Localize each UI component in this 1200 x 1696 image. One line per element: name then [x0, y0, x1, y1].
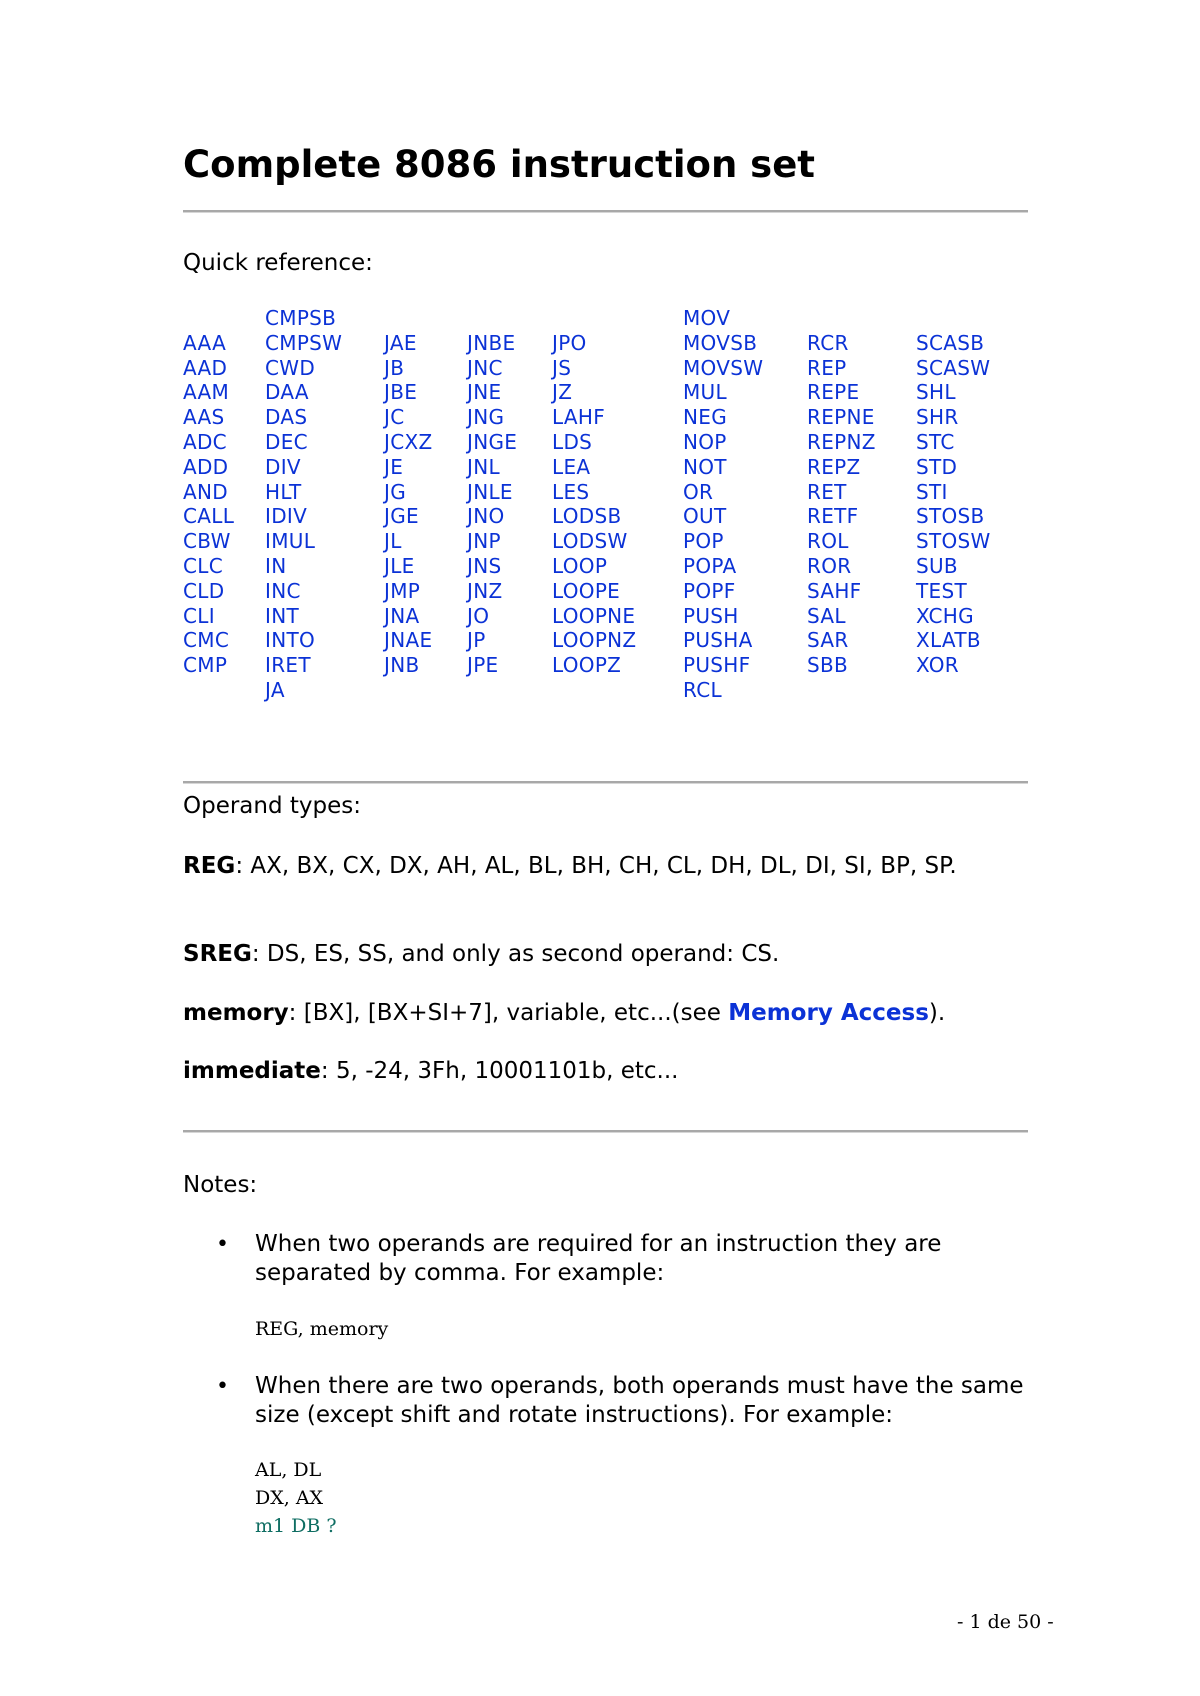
- instruction-link[interactable]: JBE: [384, 380, 418, 405]
- instruction-link[interactable]: JAE: [384, 330, 417, 355]
- instruction-link[interactable]: AAM: [183, 380, 230, 405]
- operand-desc: : [BX], [BX+SI+7], variable, etc...(see: [288, 1000, 729, 1026]
- instruction-link[interactable]: ROL: [807, 529, 849, 554]
- instruction-link[interactable]: LOOPNE: [552, 603, 636, 628]
- instruction-link[interactable]: IDIV: [265, 504, 308, 529]
- note-text: When there are two operands, both operands must have the same size (except shift and rotate instructions). For example:: [255, 1373, 1024, 1428]
- instruction-link[interactable]: RETF: [807, 504, 859, 529]
- instruction-link[interactable]: DEC: [265, 429, 308, 454]
- instruction-link[interactable]: XCHG: [916, 603, 974, 628]
- instruction-link[interactable]: MUL: [683, 380, 727, 405]
- note-text: When two operands are required for an instruction they are separated by comma. For example:: [255, 1231, 942, 1286]
- instruction-link[interactable]: LODSB: [552, 504, 622, 529]
- instruction-link[interactable]: REP: [807, 355, 847, 380]
- instruction-link[interactable]: RCL: [683, 677, 722, 702]
- operand-sreg: [183, 938, 1023, 970]
- instruction-link[interactable]: JNG: [467, 405, 505, 430]
- instruction-link[interactable]: JNC: [467, 355, 503, 380]
- instruction-link[interactable]: INT: [265, 603, 299, 628]
- instruction-column: [552, 306, 672, 678]
- instruction-link[interactable]: REPNZ: [807, 429, 876, 454]
- operand-desc: : DS, ES, SS, and only as second operand: CS.: [251, 941, 780, 967]
- instruction-link[interactable]: JMP: [384, 578, 421, 603]
- quick-reference-label: Quick reference:: [183, 250, 373, 276]
- instruction-link[interactable]: JC: [384, 405, 405, 430]
- instruction-link[interactable]: OUT: [683, 504, 727, 529]
- instruction-link[interactable]: XLATB: [916, 628, 981, 653]
- code-example: [255, 1456, 337, 1540]
- instruction-link[interactable]: LES: [552, 479, 590, 504]
- instruction-link[interactable]: DIV: [265, 454, 301, 479]
- instruction-link[interactable]: INTO: [265, 628, 316, 653]
- instruction-link[interactable]: SBB: [807, 653, 849, 678]
- instruction-link[interactable]: IMUL: [265, 529, 316, 554]
- instruction-link[interactable]: JNS: [467, 553, 502, 578]
- instruction-link[interactable]: MOVSB: [683, 330, 758, 355]
- instruction-link[interactable]: JP: [467, 628, 486, 653]
- instruction-link[interactable]: LODSW: [552, 529, 628, 554]
- page-title: Complete 8086 instruction set: [183, 143, 815, 186]
- instruction-link[interactable]: LOOPNZ: [552, 628, 637, 653]
- operand-term: REG: [183, 853, 236, 879]
- instruction-link[interactable]: LDS: [552, 429, 593, 454]
- instruction-link[interactable]: ROR: [807, 553, 852, 578]
- instruction-link[interactable]: IN: [265, 553, 287, 578]
- instruction-column: [916, 306, 1036, 678]
- instruction-link[interactable]: JZ: [552, 380, 573, 405]
- operand-desc: : AX, BX, CX, DX, AH, AL, BL, BH, CH, CL, DH, DL, DI, SI, BP, SP.: [235, 853, 957, 879]
- divider: [183, 1130, 1028, 1133]
- operand-memory: [183, 997, 1023, 1029]
- instruction-link[interactable]: CMPSB: [265, 306, 337, 330]
- operand-immediate: [183, 1055, 1023, 1087]
- instruction-link[interactable]: POP: [683, 529, 724, 554]
- instruction-link[interactable]: POPA: [683, 553, 737, 578]
- operand-term: immediate: [183, 1058, 321, 1084]
- instruction-link[interactable]: CWD: [265, 355, 316, 380]
- instruction-link[interactable]: STI: [916, 479, 948, 504]
- divider: [183, 781, 1028, 784]
- instruction-link[interactable]: CMC: [183, 628, 230, 653]
- instruction-link[interactable]: SHR: [916, 405, 959, 430]
- instruction-link[interactable]: ADD: [183, 454, 229, 479]
- instruction-link[interactable]: SCASB: [916, 330, 985, 355]
- instruction-link[interactable]: LEA: [552, 454, 591, 479]
- instruction-link[interactable]: PUSH: [683, 603, 739, 628]
- instruction-link[interactable]: OR: [683, 479, 714, 504]
- operand-reg: [183, 850, 1023, 882]
- instruction-link[interactable]: CLC: [183, 553, 223, 578]
- instruction-link[interactable]: NEG: [683, 405, 727, 430]
- instruction-link[interactable]: STD: [916, 454, 958, 479]
- instruction-link[interactable]: AND: [183, 479, 228, 504]
- instruction-link[interactable]: JA: [265, 677, 285, 702]
- operand-types-label: Operand types:: [183, 793, 362, 819]
- instruction-link[interactable]: JNA: [384, 603, 420, 628]
- instruction-link[interactable]: JNAE: [384, 628, 433, 653]
- instruction-link[interactable]: JLE: [384, 553, 415, 578]
- instruction-link[interactable]: CBW: [183, 529, 231, 554]
- instruction-link[interactable]: SAL: [807, 603, 846, 628]
- instruction-link[interactable]: JGE: [384, 504, 419, 529]
- instruction-link[interactable]: JNLE: [467, 479, 513, 504]
- instruction-link[interactable]: JO: [467, 603, 490, 628]
- instruction-link[interactable]: STC: [916, 429, 955, 454]
- instruction-link[interactable]: SHL: [916, 380, 956, 405]
- instruction-link[interactable]: IRET: [265, 653, 311, 678]
- operand-term: SREG: [183, 941, 252, 967]
- instruction-link[interactable]: AAA: [183, 330, 227, 355]
- instruction-link[interactable]: JG: [384, 479, 406, 504]
- instruction-link[interactable]: JNZ: [467, 578, 503, 603]
- memory-access-link[interactable]: Memory Access: [728, 1000, 929, 1026]
- instruction-link[interactable]: JNO: [467, 504, 505, 529]
- instruction-link[interactable]: JL: [384, 529, 402, 554]
- instruction-link[interactable]: ADC: [183, 429, 227, 454]
- instruction-link[interactable]: LOOP: [552, 553, 608, 578]
- bullet-icon: •: [216, 1374, 229, 1399]
- operand-term: memory: [183, 1000, 289, 1026]
- instruction-link[interactable]: JNGE: [467, 429, 518, 454]
- instruction-column: [265, 306, 385, 703]
- instruction-link[interactable]: NOT: [683, 454, 727, 479]
- instruction-link[interactable]: LAHF: [552, 405, 606, 430]
- code-line: DX, AX: [255, 1487, 324, 1509]
- instruction-link[interactable]: POPF: [683, 578, 736, 603]
- instruction-link[interactable]: NOP: [683, 429, 727, 454]
- instruction-link[interactable]: JB: [384, 355, 405, 380]
- code-line: AL, DL: [255, 1459, 322, 1481]
- instruction-link[interactable]: JNP: [467, 529, 501, 554]
- instruction-link[interactable]: MOV: [683, 306, 731, 330]
- instruction-link[interactable]: LOOPZ: [552, 653, 622, 678]
- instruction-link[interactable]: REPNE: [807, 405, 875, 430]
- instruction-link[interactable]: STOSB: [916, 504, 985, 529]
- instruction-link[interactable]: JS: [552, 355, 572, 380]
- instruction-link[interactable]: JPE: [467, 653, 499, 678]
- instruction-link[interactable]: JNB: [384, 653, 420, 678]
- instruction-link[interactable]: SAR: [807, 628, 849, 653]
- code-line: m1 DB ?: [255, 1515, 337, 1537]
- instruction-link[interactable]: CALL: [183, 504, 235, 529]
- page-number: - 1 de 50 -: [957, 1611, 1054, 1633]
- instruction-link[interactable]: REPE: [807, 380, 860, 405]
- instruction-column: [807, 306, 927, 678]
- operand-desc-end: ).: [928, 1000, 946, 1026]
- instruction-link[interactable]: JE: [384, 454, 404, 479]
- instruction-link[interactable]: JNBE: [467, 330, 516, 355]
- instruction-link[interactable]: CLI: [183, 603, 215, 628]
- instruction-link[interactable]: PUSHA: [683, 628, 753, 653]
- instruction-link[interactable]: TEST: [916, 578, 967, 603]
- instruction-link[interactable]: CLD: [183, 578, 225, 603]
- instruction-link[interactable]: RET: [807, 479, 847, 504]
- instruction-link[interactable]: SAHF: [807, 578, 862, 603]
- instruction-link[interactable]: STOSW: [916, 529, 991, 554]
- bullet-icon: •: [216, 1232, 229, 1257]
- instruction-link[interactable]: JPO: [552, 330, 587, 355]
- instruction-link[interactable]: CMPSW: [265, 330, 343, 355]
- divider: [183, 210, 1028, 213]
- instruction-link[interactable]: AAD: [183, 355, 228, 380]
- instruction-link[interactable]: REPZ: [807, 454, 861, 479]
- instruction-link[interactable]: DAS: [265, 405, 308, 430]
- instruction-link[interactable]: RCR: [807, 330, 849, 355]
- instruction-link[interactable]: SUB: [916, 553, 958, 578]
- instruction-link[interactable]: DAA: [265, 380, 309, 405]
- instruction-link[interactable]: JNE: [467, 380, 502, 405]
- code-example: [255, 1315, 388, 1343]
- notes-label: Notes:: [183, 1172, 258, 1198]
- instruction-link[interactable]: INC: [265, 578, 301, 603]
- instruction-link[interactable]: JCXZ: [384, 429, 433, 454]
- instruction-column: [683, 306, 803, 703]
- instruction-link[interactable]: CMP: [183, 653, 228, 678]
- instruction-link[interactable]: HLT: [265, 479, 302, 504]
- instruction-link[interactable]: PUSHF: [683, 653, 751, 678]
- instruction-link[interactable]: AAS: [183, 405, 225, 430]
- instruction-link[interactable]: MOVSW: [683, 355, 764, 380]
- instruction-link[interactable]: LOOPE: [552, 578, 621, 603]
- code-line: REG, memory: [255, 1318, 389, 1340]
- instruction-link[interactable]: JNL: [467, 454, 500, 479]
- instruction-link[interactable]: XOR: [916, 653, 959, 678]
- operand-desc: : 5, -24, 3Fh, 10001101b, etc...: [320, 1058, 679, 1084]
- instruction-link[interactable]: SCASW: [916, 355, 991, 380]
